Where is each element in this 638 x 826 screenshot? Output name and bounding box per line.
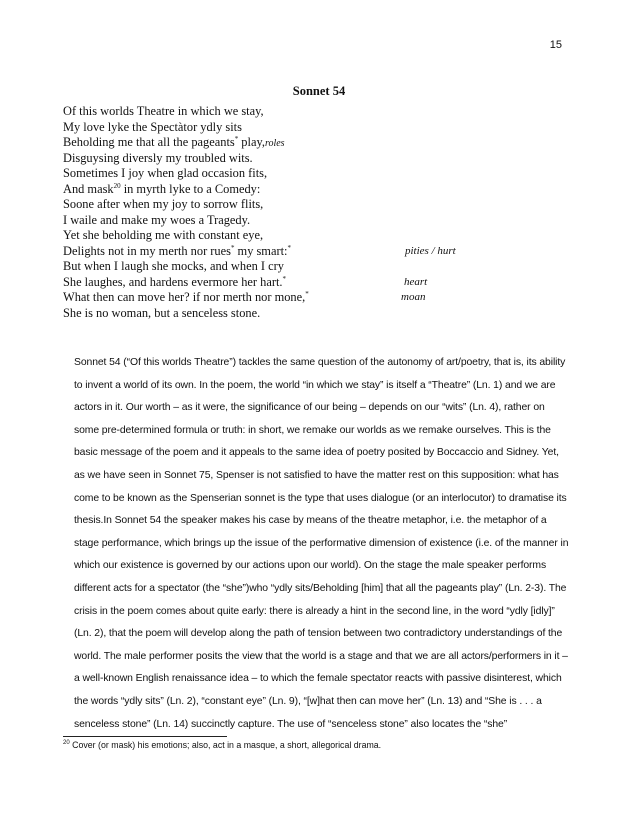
gloss-roles: roles [264, 138, 285, 149]
poem-line-11-text: But when I laugh she mocks, and when I cry [63, 259, 284, 273]
poem-line-8 [63, 213, 583, 229]
footnote [63, 740, 583, 750]
poem-line-1 [63, 104, 583, 120]
poem-line-6-text: And mask [63, 181, 114, 196]
poem-line-12-text: She laughes, and hardens evermore her hart. [63, 274, 283, 289]
poem [63, 104, 583, 321]
gloss-heart: heart [404, 275, 428, 288]
poem-line-12 [63, 275, 583, 291]
poem-line-10-end: my smart: [234, 243, 288, 258]
gloss-marker: * [305, 289, 309, 298]
poem-line-4 [63, 151, 583, 167]
footnote-marker: 20 [63, 740, 70, 747]
commentary [74, 352, 570, 736]
poem-line-13 [63, 290, 583, 306]
poem-line-7-text: Soone after when my joy to sorrow flits, [63, 197, 264, 211]
gloss-marker: * [282, 274, 287, 283]
poem-line-3 [63, 135, 583, 151]
poem-line-8-text: I waile and make my woes a Tragedy. [63, 212, 251, 227]
poem-line-7 [63, 197, 583, 213]
commentary-paragraph: Sonnet 54 (“Of this worlds Theatre”) tackles the same question of the autonomy of art/poetry, that is, its ability to invent a world of its own. In the poem, the world “in which we stay” is itself a “Theatre” (Ln. 1) and we are actors in it. Our worth – as it were, the significance of our being – depends on our “wits” (Ln. 4), rather on some pre-determined formula or truth: in short, we remake our worlds as we remake ourselves. This is the basic message of the poem and it appeals to the same idea of poetry posited by Boccaccio and Sidney. Yet, as we have seen in Sonnet 75, Spenser is not satisfied to have the matter rest on this supposition: what has come to be known as the Spenserian sonnet is the type that uses dialogue (or an interlocutor) to dramatise its thesis.In Sonnet 54 the speaker makes his case by means of the theatre metaphor, i.e. the metaphor of a stage performance, which brings up the issue of the performative dimension of existence (i.e. of the manner in which our existence is governed by our actions upon our world). On the stage the male speaker performs different acts for a spectator (the “she”)who “ydly sits/Beholding [him] that all the pageants play” (Ln. 2-3). The crisis in the poem comes about quite early: there is already a hint in the second line, in the word “ydly [idly]” (Ln. 2), that the poem will develop along the path of tension between two contradictory understandings of the world. The male performer posits the view that the world is a stage and that we are all actors/performers in it – a well-known English renaissance idea – to which the female spectator reacts with passive disinterest, which the words “ydly sits” (Ln. 2), “constant eye” (Ln. 9), “[w]hat then can move her” (Ln. 13) and “She is . . . a senceless stone” (Ln. 14) succinctly capture. The use of “senceless stone” also locates the “she” [74, 357, 569, 730]
gloss-marker: * [230, 243, 235, 252]
poem-line-1-text: Of this worlds Theatre in which we stay, [63, 104, 264, 118]
gloss-pities-hurt: pities / hurt [405, 244, 456, 257]
page-number: 15 [549, 39, 562, 51]
gloss-moan: moan [401, 291, 426, 303]
gloss-marker: * [287, 243, 291, 252]
poem-line-10 [63, 244, 583, 260]
poem-line-9 [63, 228, 583, 244]
poem-line-2 [63, 120, 583, 136]
poem-line-9-text: Yet she beholding me with constant eye, [63, 228, 264, 242]
poem-line-5 [63, 166, 583, 182]
poem-line-3-end: play, [238, 135, 265, 149]
footnote-text: Cover (or mask) his emotions; also, act in a masque, a short, allegorical drama. [69, 740, 382, 750]
poem-line-6-end: in myrth lyke to a Comedy: [120, 181, 261, 196]
poem-line-14 [63, 306, 583, 322]
footnote-reference: 20 [113, 181, 121, 190]
poem-line-13-text: What then can move her? if nor merth nor mone, [63, 290, 306, 304]
poem-line-11 [63, 259, 583, 275]
poem-line-3-text: Beholding me that all the pageants [63, 135, 235, 149]
poem-line-5-text: Sometimes I joy when glad occasion fits, [63, 166, 268, 180]
poem-line-14-text: She is no woman, but a senceless stone. [63, 305, 261, 320]
footnote-divider [63, 736, 227, 737]
poem-line-4-text: Disguysing diversly my troubled wits. [63, 150, 253, 165]
poem-line-2-text: My love lyke the Spectàtor ydly sits [63, 119, 242, 134]
poem-title: Sonnet 54 [292, 84, 346, 98]
poem-line-6 [63, 182, 583, 198]
gloss-marker: * [234, 134, 239, 143]
poem-line-10-text: Delights not in my merth nor rues [63, 243, 231, 258]
